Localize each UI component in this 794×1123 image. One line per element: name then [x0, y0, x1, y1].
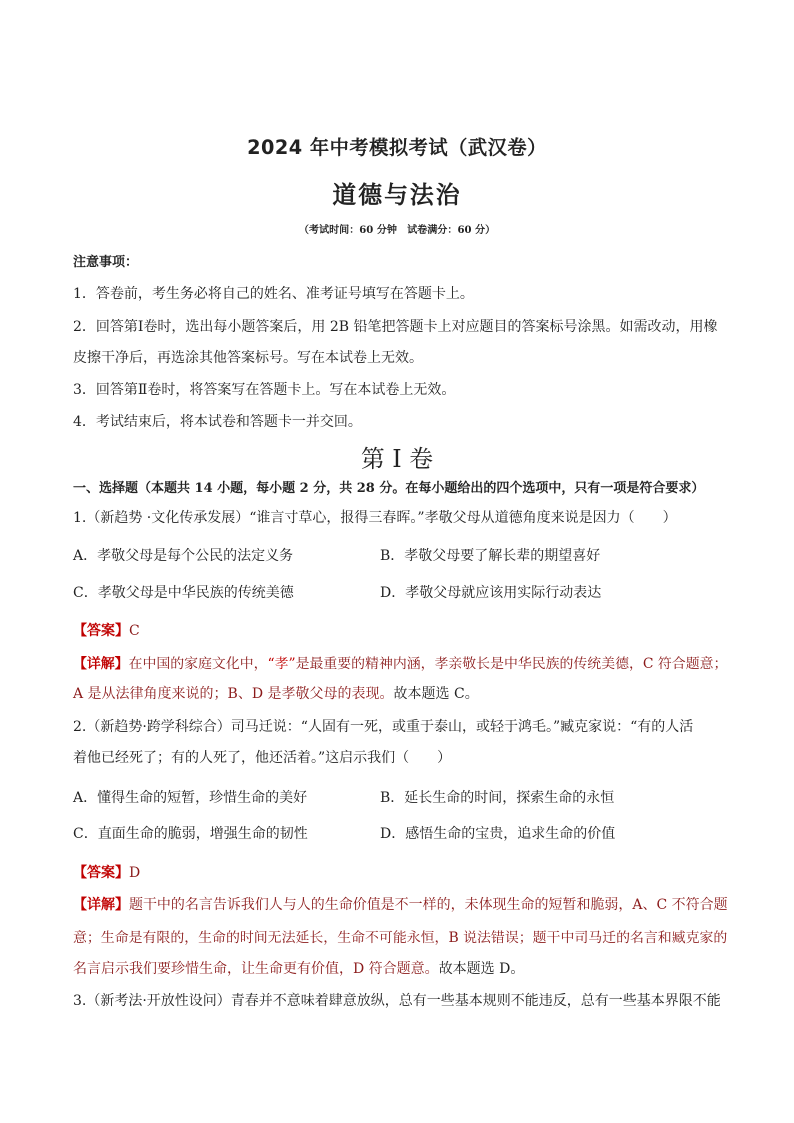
detail-label: 【详解】	[73, 897, 129, 913]
answer-value: C	[129, 623, 140, 639]
detail-text: 名言启示我们要珍惜生命，让生命更有价值，D 符合题意。	[73, 961, 439, 977]
subject-title: 道德与法治	[332, 181, 462, 209]
detail-label: 【详解】	[73, 656, 129, 672]
notice-item-4: 4．考试结束后，将本试卷和答题卡一并交回。	[73, 414, 362, 430]
question-1-option-c: C．孝敬父母是中华民族的传统美德	[73, 585, 294, 601]
question-2-detail-line-2: 意；生命是有限的，生命的时间无法延长，生命不可能永恒，B 说法错误；题干中司马迁的名言和臧克家的	[73, 930, 728, 946]
notice-item-2-cont: 皮擦干净后，再选涂其他答案标号。写在本试卷上无效。	[73, 350, 423, 366]
detail-text: A 是从法律角度来说的；B、D 是孝敬父母的表现。	[73, 686, 394, 702]
question-2-stem-line-1: 2.（新趋势·跨学科综合）司马迁说：“人固有一死，或重于泰山，或轻于鸿毛。”臧克家说：“有的人活	[73, 719, 694, 735]
question-1-option-d: D．孝敬父母就应该用实际行动表达	[380, 585, 602, 601]
detail-highlight: “孝”	[267, 656, 296, 672]
notice-item-2: 2．回答第Ⅰ卷时，选出每小题答案后，用 2B 铅笔把答题卡上对应题目的答案标号涂黑。如需改动，用橡	[73, 319, 718, 335]
question-2-option-c: C．直面生命的脆弱，增强生命的韧性	[73, 826, 308, 842]
detail-conclusion: 故本题选 C。	[393, 686, 479, 702]
question-1-option-a: A．孝敬父母是每个公民的法定义务	[73, 548, 294, 564]
answer-label: 【答案】	[73, 623, 129, 639]
question-2-detail-line-1	[73, 894, 728, 914]
exam-title: 2024 年中考模拟考试（武汉卷）	[247, 136, 547, 159]
question-2-option-b: B．延长生命的时间，探索生命的永恒	[380, 790, 615, 806]
notice-title: 注意事项：	[73, 255, 139, 270]
question-1-stem: 1.（新趋势 ·文化传承发展）“谁言寸草心，报得三春晖。”孝敬父母从道德角度来说是因力（ ）	[73, 510, 677, 526]
question-1-detail-line-2	[73, 683, 479, 703]
notice-item-1: 1．答卷前，考生务必将自己的姓名、准考证号填写在答题卡上。	[73, 286, 474, 302]
detail-conclusion: 故本题选 D。	[438, 961, 525, 977]
question-2-stem-line-2: 着他已经死了；有的人死了，他还活着。”这启示我们（ ）	[73, 750, 452, 766]
question-2-option-d: D．感悟生命的宝贵，追求生命的价值	[380, 826, 616, 842]
detail-text: 题干中的名言告诉我们人与人的生命价值是不一样的，未体现生命的短暂和脆弱，A、C 不符合题	[128, 897, 728, 913]
question-2-detail-line-3	[73, 958, 524, 978]
question-1-answer	[73, 620, 140, 640]
question-1-option-b: B．孝敬父母要了解长辈的期望喜好	[380, 548, 601, 564]
notice-item-3: 3．回答第Ⅱ卷时，将答案写在答题卡上。写在本试卷上无效。	[73, 382, 456, 398]
detail-text: 是最重要的精神内涵，孝亲敬长是中华民族的传统美德，C 符合题意；	[295, 656, 728, 672]
question-2-answer	[73, 862, 140, 882]
answer-value: D	[129, 865, 141, 881]
question-2-option-a: A．懂得生命的短暂，珍惜生命的美好	[73, 790, 308, 806]
exam-info: （考试时间：60 分钟 试卷满分：60 分）	[298, 225, 496, 236]
volume-title: 第 I 卷	[360, 445, 434, 473]
detail-text: 在中国的家庭文化中，	[128, 656, 268, 672]
section-title: 一、选择题（本题共 14 小题，每小题 2 分，共 28 分。在每小题给出的四个选项中，只有一项是符合要求）	[73, 481, 705, 496]
question-1-detail-line-1	[73, 652, 727, 672]
question-3-stem-line-1: 3.（新考法·开放性设问）青春并不意味着肆意放纵，总有一些基本规则不能违反，总有一些基本界限不能	[73, 993, 721, 1009]
answer-label: 【答案】	[73, 865, 129, 881]
